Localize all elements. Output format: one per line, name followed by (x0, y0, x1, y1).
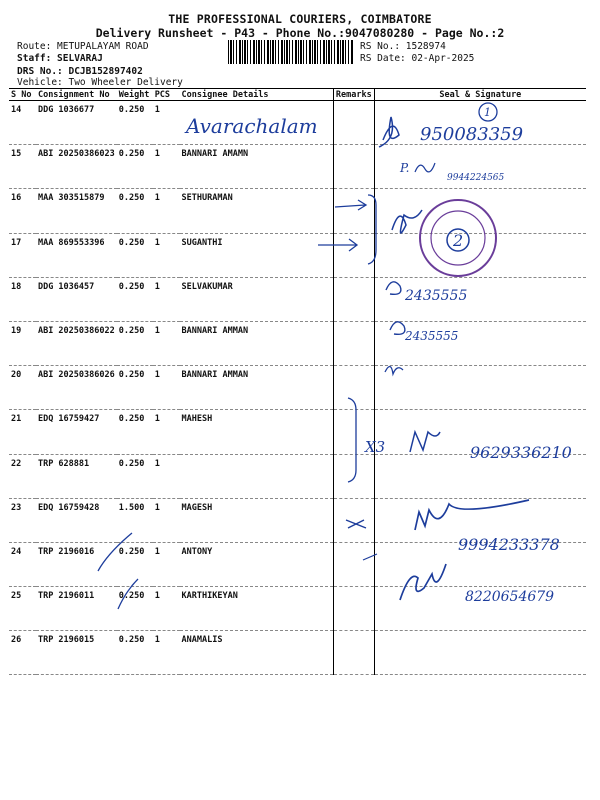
cell-consignment: TRP 2196016 (36, 542, 117, 586)
header-weight: Weight (117, 89, 153, 101)
cell-remarks (333, 233, 374, 277)
cell-consignment: DDG 1036677 (36, 101, 117, 145)
svg-text:1: 1 (484, 106, 491, 119)
cell-consignee: KARTHIKEYAN (180, 587, 334, 631)
cell-pcs: 1 (153, 631, 180, 675)
table-row (9, 233, 586, 277)
cell-remarks (333, 410, 374, 454)
table-row (9, 587, 586, 631)
cell-seal-signature (374, 631, 586, 675)
table-row (9, 321, 586, 365)
cell-consignment: MAA 869553396 (36, 233, 117, 277)
table-row (9, 145, 586, 189)
cell-consignee: ANAMALIS (180, 631, 334, 675)
table-header-row (9, 89, 586, 101)
cell-remarks (333, 277, 374, 321)
cell-consignment: ABI 20250386026 (36, 366, 117, 410)
cell-seal-signature (374, 454, 586, 498)
table-row (9, 189, 586, 233)
cell-sno: 16 (9, 189, 36, 233)
cell-remarks (333, 454, 374, 498)
cell-consignment: DDG 1036457 (36, 277, 117, 321)
cell-sno: 17 (9, 233, 36, 277)
cell-weight: 0.250 (117, 587, 153, 631)
header-consignee: Consignee Details (180, 89, 334, 101)
cell-seal-signature (374, 498, 586, 542)
table-row (9, 277, 586, 321)
cell-sno: 18 (9, 277, 36, 321)
cell-remarks (333, 189, 374, 233)
cell-remarks (333, 498, 374, 542)
cell-consignee: MAHESH (180, 410, 334, 454)
cell-consignee: BANNARI AMMAN (180, 321, 334, 365)
handwritten-phone: 8220654679 (465, 589, 555, 605)
cell-pcs: 1 (153, 366, 180, 410)
cell-seal-signature (374, 366, 586, 410)
cell-weight: 0.250 (117, 277, 153, 321)
cell-weight: 0.250 (117, 321, 153, 365)
drs-label: DRS No.: DCJB152897402 (17, 66, 143, 77)
cell-sno: 24 (9, 542, 36, 586)
cell-pcs: 1 (153, 410, 180, 454)
cell-weight: 0.250 (117, 366, 153, 410)
cell-consignee: SUGANTHI (180, 233, 334, 277)
cell-seal-signature (374, 189, 586, 233)
cell-sno: 19 (9, 321, 36, 365)
cell-sno: 20 (9, 366, 36, 410)
cell-weight: 0.250 (117, 145, 153, 189)
cell-remarks (333, 101, 374, 145)
cell-weight: 0.250 (117, 189, 153, 233)
cell-pcs: 1 (153, 321, 180, 365)
cell-consignee: MAGESH (180, 498, 334, 542)
handwritten-initials: P. (400, 161, 410, 175)
cell-consignee (180, 454, 334, 498)
header-pcs: PCS (153, 89, 180, 101)
cell-consignee: ANTONY (180, 542, 334, 586)
cell-pcs: 1 (153, 498, 180, 542)
cell-pcs: 1 (153, 454, 180, 498)
handwritten-name: Avarachalam (186, 114, 318, 138)
cell-consignment: MAA 303515879 (36, 189, 117, 233)
cell-consignee (180, 101, 334, 145)
cell-weight: 0.250 (117, 233, 153, 277)
cell-pcs: 1 (153, 101, 180, 145)
cell-sno: 21 (9, 410, 36, 454)
handwritten-phone: 9944224565 (447, 173, 505, 183)
cell-sno: 25 (9, 587, 36, 631)
cell-weight: 0.250 (117, 542, 153, 586)
svg-text:2: 2 (453, 231, 464, 250)
barcode (228, 40, 353, 64)
table-row (9, 366, 586, 410)
cell-weight: 0.250 (117, 454, 153, 498)
cell-seal-signature (374, 101, 586, 145)
header-consignment: Consignment No (36, 89, 117, 101)
cell-consignment: TRP 2196015 (36, 631, 117, 675)
handwritten-phone: 2435555 (405, 288, 468, 304)
cell-remarks (333, 631, 374, 675)
route-label: Route: METUPALAYAM ROAD (17, 41, 149, 52)
cell-pcs: 1 (153, 587, 180, 631)
header-seal-signature: Seal & Signature (374, 89, 586, 101)
cell-seal-signature (374, 542, 586, 586)
cell-remarks (333, 145, 374, 189)
cell-consignment: EDQ 16759428 (36, 498, 117, 542)
cell-consignee: SETHURAMAN (180, 189, 334, 233)
cell-remarks (333, 321, 374, 365)
cell-seal-signature (374, 321, 586, 365)
runsheet-subtitle: Delivery Runsheet - P43 - Phone No.:9047080280 - Page No.:2 (95, 26, 505, 40)
cell-sno: 15 (9, 145, 36, 189)
table-row (9, 498, 586, 542)
handwritten-phone: 9629336210 (470, 443, 572, 462)
table-row (9, 631, 586, 675)
cell-pcs: 1 (153, 542, 180, 586)
cell-seal-signature (374, 233, 586, 277)
cell-remarks (333, 587, 374, 631)
handwritten-phone: 950083359 (420, 124, 524, 145)
cell-pcs: 1 (153, 277, 180, 321)
cell-weight: 0.250 (117, 410, 153, 454)
rs-date: RS Date: 02-Apr-2025 (360, 53, 475, 64)
cell-consignee: BANNARI AMMAN (180, 366, 334, 410)
cell-sno: 26 (9, 631, 36, 675)
cell-consignment: TRP 2196011 (36, 587, 117, 631)
handwritten-phone: 9994233378 (458, 535, 560, 554)
cell-remarks (333, 542, 374, 586)
header-sno: S No (9, 89, 36, 101)
cell-consignment: TRP 628881 (36, 454, 117, 498)
header-remarks: Remarks (333, 89, 374, 101)
staff-label: Staff: SELVARAJ (17, 53, 103, 64)
cell-seal-signature (374, 587, 586, 631)
cell-consignment: ABI 20250386022 (36, 321, 117, 365)
cell-weight: 0.250 (117, 101, 153, 145)
cell-sno: 14 (9, 101, 36, 145)
cell-pcs: 1 (153, 189, 180, 233)
table-row (9, 410, 586, 454)
cell-consignee: SELVAKUMAR (180, 277, 334, 321)
handwritten-phone: 2435555 (405, 329, 459, 343)
cell-pcs: 1 (153, 145, 180, 189)
cell-consignment: ABI 20250386023 (36, 145, 117, 189)
cell-sno: 23 (9, 498, 36, 542)
cell-consignment: EDQ 16759427 (36, 410, 117, 454)
cell-remarks (333, 366, 374, 410)
runsheet-table (9, 88, 586, 675)
vehicle-label: Vehicle: Two Wheeler Delivery (17, 77, 183, 88)
cell-consignee: BANNARI AMAMN (180, 145, 334, 189)
company-title: THE PROFESSIONAL COURIERS, COIMBATORE (168, 12, 432, 26)
table-row (9, 101, 586, 145)
table-row (9, 542, 586, 586)
cell-weight: 0.250 (117, 631, 153, 675)
table-row (9, 454, 586, 498)
cell-pcs: 1 (153, 233, 180, 277)
handwritten-mark: X3 (365, 438, 386, 456)
cell-sno: 22 (9, 454, 36, 498)
cell-seal-signature (374, 145, 586, 189)
cell-seal-signature (374, 410, 586, 454)
cell-weight: 1.500 (117, 498, 153, 542)
rs-number: RS No.: 1528974 (360, 41, 446, 52)
cell-seal-signature (374, 277, 586, 321)
